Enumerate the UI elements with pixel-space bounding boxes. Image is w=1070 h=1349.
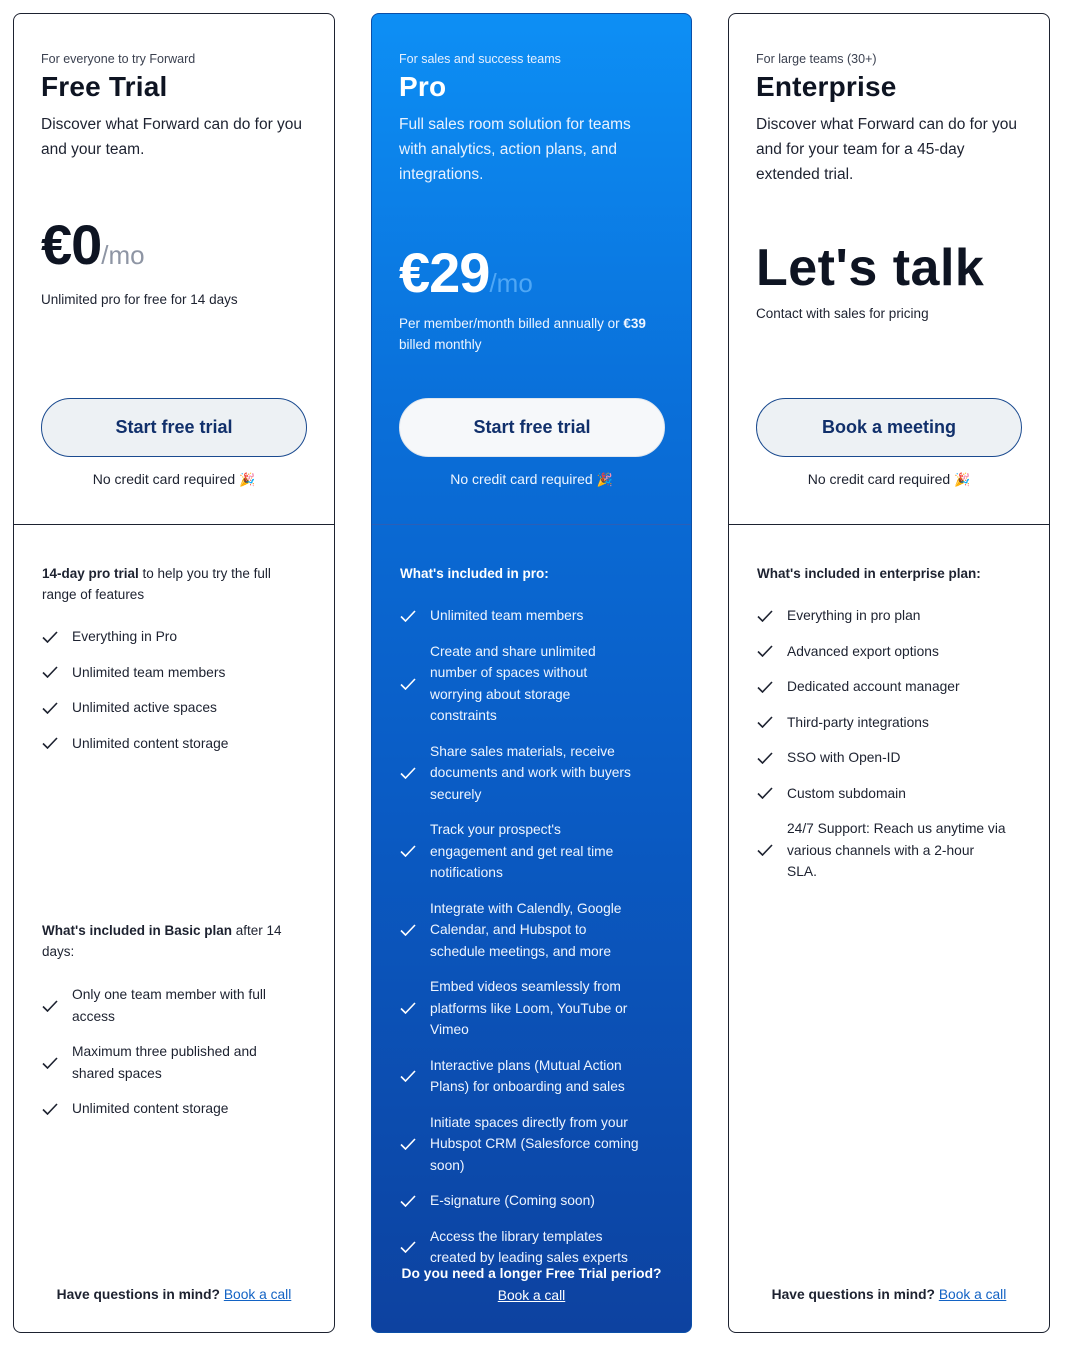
check-icon — [400, 1195, 416, 1207]
no-credit-card-note: No credit card required 🎉 — [807, 471, 971, 487]
start-free-trial-button[interactable]: Start free trial — [399, 398, 665, 457]
check-icon — [400, 924, 416, 936]
plan-price — [399, 240, 533, 305]
list-item: Integrate with Calendly, Google Calendar, and Hubspot to schedule meetings, and more — [400, 898, 640, 963]
price-period: /mo — [489, 268, 533, 298]
plan-card-free-trial — [13, 13, 335, 1333]
no-credit-card-note: No credit card required 🎉 — [92, 471, 256, 487]
plan-header — [14, 14, 334, 525]
book-a-call-link[interactable]: Book a call — [497, 1287, 566, 1303]
plan-name: Free Trial — [41, 71, 168, 102]
list-item: Embed videos seamlessly from platforms like Loom, YouTube or Vimeo — [400, 976, 640, 1041]
check-icon — [757, 645, 773, 657]
book-a-meeting-button[interactable]: Book a meeting — [756, 398, 1022, 457]
check-icon — [42, 737, 58, 749]
basic-feature-list — [42, 984, 282, 1120]
list-item: E-signature (Coming soon) — [400, 1190, 640, 1212]
plan-name: Enterprise — [756, 71, 897, 102]
plan-header — [729, 14, 1049, 525]
check-icon — [757, 716, 773, 728]
basic-section-title: What's included in Basic plan after 14 days: — [42, 923, 282, 959]
check-icon — [42, 631, 58, 643]
check-icon — [42, 1103, 58, 1115]
list-item: Track your prospect's engagement and get real time notifications — [400, 819, 640, 884]
plan-price — [41, 212, 145, 277]
pro-feature-list — [400, 605, 640, 1269]
plan-name: Pro — [399, 71, 447, 102]
start-free-trial-button[interactable]: Start free trial — [41, 398, 307, 457]
list-item: Everything in Pro — [42, 626, 307, 648]
check-icon — [42, 666, 58, 678]
party-popper-icon: 🎉 — [954, 472, 971, 487]
list-item: Advanced export options — [757, 641, 1007, 663]
plan-description: Discover what Forward can do for you and for your team for a 45-day extended trial. — [756, 116, 1018, 183]
list-item: SSO with Open-ID — [757, 747, 1007, 769]
check-icon — [757, 787, 773, 799]
check-icon — [42, 1057, 58, 1069]
plan-card-enterprise — [728, 13, 1050, 1333]
book-a-call-link[interactable]: Book a call — [223, 1287, 292, 1302]
card-footer: Have questions in mind? Book a call — [56, 1287, 292, 1302]
check-icon — [400, 1070, 416, 1082]
price-note: Contact with sales for pricing — [756, 306, 929, 321]
trial-feature-list — [42, 626, 307, 754]
list-item: Dedicated account manager — [757, 676, 1007, 698]
check-icon — [400, 678, 416, 690]
price-amount: €0 — [41, 213, 102, 276]
list-item: 24/7 Support: Reach us anytime via various channels with a 2-hour SLA. — [757, 818, 1007, 883]
plan-audience: For large teams (30+) — [756, 52, 877, 66]
list-item: Everything in pro plan — [757, 605, 1007, 627]
pro-features-title: What's included in pro: — [400, 566, 549, 581]
enterprise-feature-list — [757, 605, 1007, 883]
check-icon — [757, 844, 773, 856]
plan-description: Full sales room solution for teams with analytics, action plans, and integrations. — [399, 116, 631, 183]
plan-audience: For everyone to try Forward — [41, 52, 196, 66]
list-item: Interactive plans (Mutual Action Plans) for onboarding and sales — [400, 1055, 640, 1098]
no-credit-card-note: No credit card required 🎉 — [450, 471, 613, 487]
check-icon — [757, 681, 773, 693]
check-icon — [400, 1002, 416, 1014]
card-footer: Have questions in mind? Book a call — [771, 1287, 1007, 1302]
book-a-call-link[interactable]: Book a call — [938, 1287, 1007, 1302]
price-amount: €29 — [399, 241, 490, 304]
plan-description: Discover what Forward can do for you and your team. — [41, 116, 303, 158]
plan-audience: For sales and success teams — [399, 52, 561, 66]
list-item: Access the library templates created by leading sales experts — [400, 1226, 640, 1269]
list-item: Only one team member with full access — [42, 984, 282, 1027]
list-item: Unlimited active spaces — [42, 697, 307, 719]
list-item: Custom subdomain — [757, 783, 1007, 805]
check-icon — [400, 610, 416, 622]
check-icon — [757, 610, 773, 622]
check-icon — [757, 752, 773, 764]
list-item: Third-party integrations — [757, 712, 1007, 734]
trial-section-title: 14-day pro trial to help you try the full range of features — [42, 566, 271, 602]
party-popper-icon: 🎉 — [596, 472, 613, 487]
check-icon — [400, 767, 416, 779]
list-item: Create and share unlimited number of spaces without worrying about storage constraints — [400, 641, 640, 727]
list-item: Share sales materials, receive documents and work with buyers securely — [400, 741, 640, 806]
list-item: Initiate spaces directly from your Hubspot CRM (Salesforce coming soon) — [400, 1112, 640, 1177]
plan-header — [372, 14, 691, 525]
list-item: Maximum three published and shared spaces — [42, 1041, 282, 1084]
list-item: Unlimited team members — [42, 662, 307, 684]
plan-card-pro — [371, 13, 692, 1333]
check-icon — [42, 702, 58, 714]
price-period: /mo — [101, 240, 145, 270]
check-icon — [400, 1241, 416, 1253]
enterprise-features-title: What's included in enterprise plan: — [757, 566, 981, 581]
party-popper-icon: 🎉 — [239, 472, 256, 487]
price-note: Unlimited pro for free for 14 days — [41, 292, 238, 307]
check-icon — [42, 1000, 58, 1012]
list-item: Unlimited content storage — [42, 1098, 282, 1120]
check-icon — [400, 1138, 416, 1150]
card-footer: Do you need a longer Free Trial period? Book a call — [401, 1266, 662, 1303]
list-item: Unlimited content storage — [42, 733, 307, 755]
list-item: Unlimited team members — [400, 605, 640, 627]
plan-price: Let's talk — [756, 239, 985, 297]
check-icon — [400, 845, 416, 857]
price-note: Per member/month billed annually or €39 billed monthly — [399, 316, 646, 352]
